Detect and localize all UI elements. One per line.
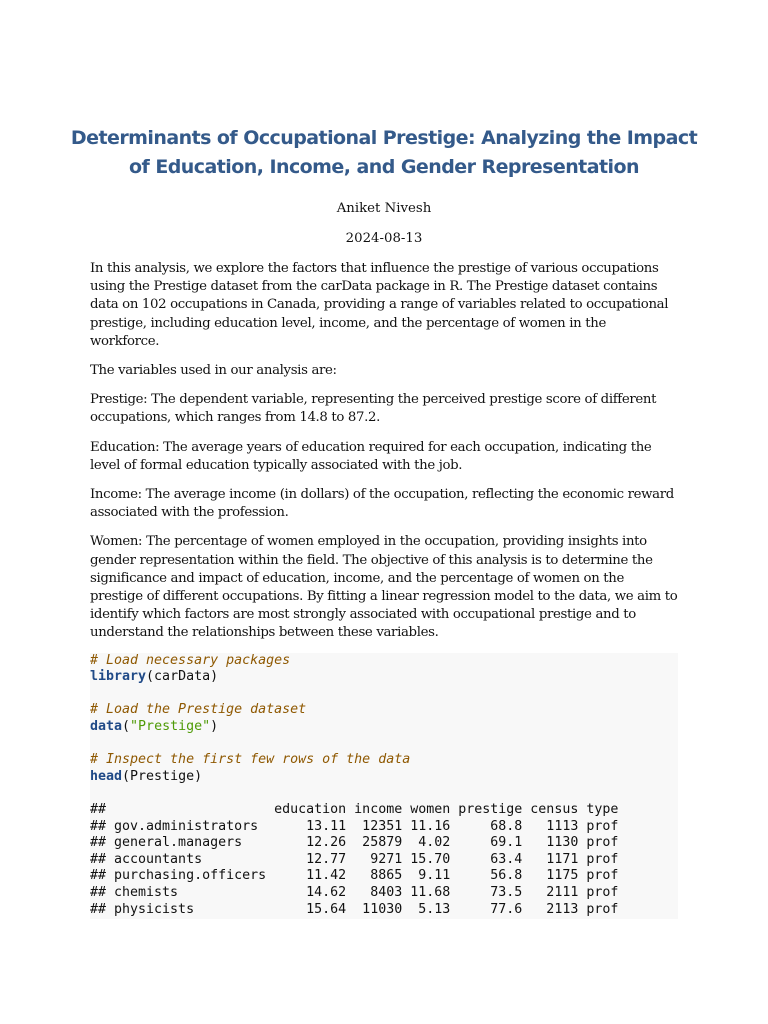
- output-row: ## purchasing.officers 11.42 8865 9.11 56.8 1175 prof: [90, 868, 619, 884]
- document-date: 2024-08-13: [345, 231, 423, 246]
- code-blank-line: [90, 686, 678, 703]
- output-row: ## physicists 15.64 11030 5.13 77.6 2113 prof: [90, 901, 619, 917]
- output-row: ## chemists 14.62 8403 11.68 73.5 2111 prof: [90, 884, 619, 900]
- code-function: library: [90, 669, 147, 685]
- code-argument: (Prestige): [122, 768, 203, 784]
- code-paren: (: [122, 719, 131, 735]
- output-row: ## accountants 12.77 9271 15.70 63.4 1171 prof: [90, 851, 619, 867]
- code-comment: # Load the Prestige dataset: [90, 702, 307, 718]
- code-line: [90, 702, 678, 719]
- document-page: [70, 124, 698, 919]
- document-title: Determinants of Occupational Prestige: Analyzing the Impact of Education, Income, and Gender Representation: [70, 127, 698, 178]
- income-paragraph: Income: The average income (in dollars) of the occupation, reflecting the economic reward associated with the profession.: [90, 487, 674, 521]
- code-argument: (carData): [146, 669, 219, 685]
- prestige-paragraph: Prestige: The dependent variable, representing the perceived prestige score of different occupations, which ranges from 14.8 to 87.2.: [90, 392, 657, 426]
- code-comment: # Inspect the first few rows of the data: [90, 752, 411, 768]
- code-paren: ): [210, 719, 219, 735]
- output-row: ## gov.administrators 13.11 12351 11.16 68.8 1113 prof: [90, 818, 619, 834]
- variables-heading-paragraph: The variables used in our analysis are:: [90, 363, 337, 379]
- women-paragraph: Women: The percentage of women employed in the occupation, providing insights into gender representation within the field. The objective of this analysis is to determine the significance and impact of education, income, and the percentage of women on the prestige of different occupations. By fitting a linear regression model to the data, we aim to identify which factors are most strongly associated with occupational prestige and to understand the relationships between these variables.: [90, 534, 678, 641]
- code-comment: # Load necessary packages: [90, 652, 291, 668]
- code-line: [90, 769, 678, 786]
- code-string: "Prestige": [130, 719, 211, 735]
- code-blank-line: [90, 736, 678, 753]
- code-line: [90, 669, 678, 686]
- code-function: head: [90, 768, 123, 784]
- education-paragraph: Education: The average years of education required for each occupation, indicating the level of formal education typically associated with the job.: [90, 439, 652, 473]
- code-block: [90, 653, 678, 919]
- code-line: [90, 653, 678, 670]
- code-line: [90, 752, 678, 769]
- code-line: [90, 719, 678, 736]
- code-blank-line: [90, 785, 678, 802]
- code-function: data: [90, 719, 123, 735]
- output-header-line: ## education income women prestige census type: [90, 802, 619, 817]
- intro-paragraph: In this analysis, we explore the factors that influence the prestige of various occupations using the Prestige dataset from the carData package in R. The Prestige dataset contains data on 102 occupations in Canada, providing a range of variables related to occupational prestige, including education level, income, and the percentage of women in the workforce.: [90, 261, 669, 349]
- document-author: Aniket Nivesh: [336, 201, 432, 216]
- output-row: ## general.managers 12.26 25879 4.02 69.1 1130 prof: [90, 835, 619, 851]
